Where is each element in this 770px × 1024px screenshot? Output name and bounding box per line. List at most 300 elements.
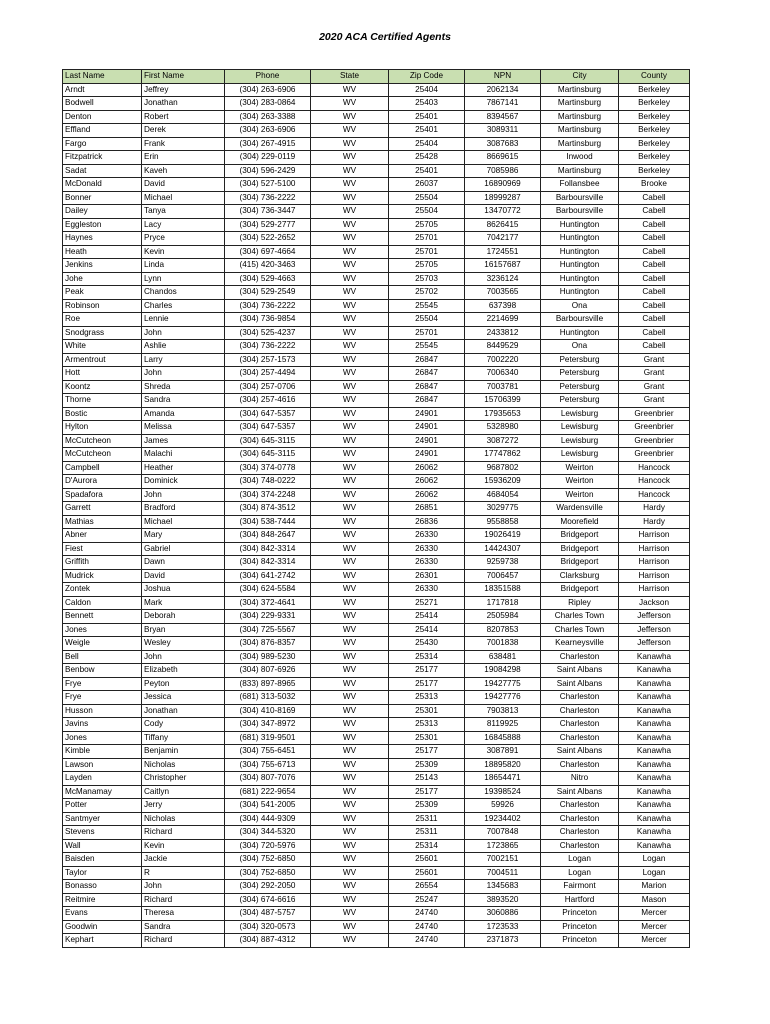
zip-code-cell: 26330 (389, 583, 465, 597)
npn-cell: 16845888 (465, 731, 541, 745)
last-name-cell: Bell (63, 650, 142, 664)
state-cell: WV (311, 718, 389, 732)
table-row (63, 124, 690, 138)
table-row (63, 853, 690, 867)
first-name-cell: Kevin (142, 839, 225, 853)
phone-cell: (304) 807-6926 (225, 664, 311, 678)
npn-cell: 8207853 (465, 623, 541, 637)
phone-cell: (304) 989-5230 (225, 650, 311, 664)
npn-cell: 2371873 (465, 934, 541, 948)
first-name-cell: Richard (142, 934, 225, 948)
phone-cell: (304) 842-3314 (225, 542, 311, 556)
first-name-cell: John (142, 488, 225, 502)
county-cell: Grant (619, 367, 690, 381)
first-name-cell: Nicholas (142, 758, 225, 772)
state-cell: WV (311, 812, 389, 826)
zip-code-cell: 26847 (389, 353, 465, 367)
npn-cell: 7003781 (465, 380, 541, 394)
phone-cell: (304) 842-3314 (225, 556, 311, 570)
city-cell: Inwood (541, 151, 619, 165)
city-cell: Weirton (541, 475, 619, 489)
zip-code-cell: 25309 (389, 758, 465, 772)
first-name-cell: John (142, 367, 225, 381)
last-name-cell: Bonasso (63, 880, 142, 894)
first-name-cell: Robert (142, 110, 225, 124)
last-name-cell: Jenkins (63, 259, 142, 273)
state-cell: WV (311, 353, 389, 367)
city-cell: Bridgeport (541, 583, 619, 597)
zip-code-cell: 25504 (389, 313, 465, 327)
table-row (63, 353, 690, 367)
zip-code-cell: 25401 (389, 124, 465, 138)
county-cell: Cabell (619, 218, 690, 232)
last-name-cell: Caldon (63, 596, 142, 610)
state-cell: WV (311, 407, 389, 421)
phone-cell: (304) 374-0778 (225, 461, 311, 475)
last-name-cell: Jones (63, 731, 142, 745)
county-cell: Marion (619, 880, 690, 894)
state-cell: WV (311, 529, 389, 543)
first-name-cell: Michael (142, 191, 225, 205)
city-cell: Petersburg (541, 353, 619, 367)
city-cell: Charleston (541, 758, 619, 772)
zip-code-cell: 25701 (389, 232, 465, 246)
state-cell: WV (311, 394, 389, 408)
county-cell: Cabell (619, 205, 690, 219)
header-npn: NPN (465, 70, 541, 84)
state-cell: WV (311, 205, 389, 219)
state-cell: WV (311, 191, 389, 205)
zip-code-cell: 25504 (389, 191, 465, 205)
last-name-cell: Kephart (63, 934, 142, 948)
city-cell: Princeton (541, 934, 619, 948)
city-cell: Charleston (541, 704, 619, 718)
state-cell: WV (311, 299, 389, 313)
header-phone: Phone (225, 70, 311, 84)
zip-code-cell: 25428 (389, 151, 465, 165)
zip-code-cell: 26330 (389, 529, 465, 543)
county-cell: Jefferson (619, 623, 690, 637)
header-city: City (541, 70, 619, 84)
table-row (63, 286, 690, 300)
phone-cell: (681) 319-9501 (225, 731, 311, 745)
phone-cell: (304) 538-7444 (225, 515, 311, 529)
city-cell: Bridgeport (541, 529, 619, 543)
phone-cell: (304) 755-6713 (225, 758, 311, 772)
phone-cell: (304) 697-4664 (225, 245, 311, 259)
zip-code-cell: 25313 (389, 691, 465, 705)
first-name-cell: Linda (142, 259, 225, 273)
last-name-cell: Lawson (63, 758, 142, 772)
phone-cell: (304) 752-6850 (225, 853, 311, 867)
phone-cell: (681) 313-5032 (225, 691, 311, 705)
zip-code-cell: 25247 (389, 893, 465, 907)
zip-code-cell: 25701 (389, 326, 465, 340)
last-name-cell: Baisden (63, 853, 142, 867)
city-cell: Logan (541, 853, 619, 867)
first-name-cell: Erin (142, 151, 225, 165)
state-cell: WV (311, 839, 389, 853)
city-cell: Martinsburg (541, 110, 619, 124)
county-cell: Cabell (619, 313, 690, 327)
table-row (63, 191, 690, 205)
county-cell: Hancock (619, 475, 690, 489)
state-cell: WV (311, 583, 389, 597)
last-name-cell: Fargo (63, 137, 142, 151)
phone-cell: (304) 522-2652 (225, 232, 311, 246)
county-cell: Berkeley (619, 151, 690, 165)
last-name-cell: McDonald (63, 178, 142, 192)
npn-cell: 18654471 (465, 772, 541, 786)
zip-code-cell: 26330 (389, 556, 465, 570)
first-name-cell: Wesley (142, 637, 225, 651)
city-cell: Bridgeport (541, 542, 619, 556)
table-row (63, 569, 690, 583)
zip-code-cell: 25301 (389, 731, 465, 745)
npn-cell: 8119925 (465, 718, 541, 732)
phone-cell: (304) 257-1573 (225, 353, 311, 367)
last-name-cell: Peak (63, 286, 142, 300)
npn-cell: 1723865 (465, 839, 541, 853)
npn-cell: 9687802 (465, 461, 541, 475)
phone-cell: (304) 736-9854 (225, 313, 311, 327)
header-state: State (311, 70, 389, 84)
last-name-cell: Bennett (63, 610, 142, 624)
npn-cell: 2062134 (465, 83, 541, 97)
npn-cell: 17935653 (465, 407, 541, 421)
county-cell: Kanawha (619, 731, 690, 745)
county-cell: Berkeley (619, 97, 690, 111)
city-cell: Charles Town (541, 610, 619, 624)
state-cell: WV (311, 866, 389, 880)
zip-code-cell: 25545 (389, 340, 465, 354)
city-cell: Huntington (541, 326, 619, 340)
table-row (63, 205, 690, 219)
zip-code-cell: 25311 (389, 812, 465, 826)
city-cell: Barboursville (541, 191, 619, 205)
table-row (63, 515, 690, 529)
table-row (63, 542, 690, 556)
last-name-cell: Weigle (63, 637, 142, 651)
first-name-cell: Melissa (142, 421, 225, 435)
state-cell: WV (311, 434, 389, 448)
first-name-cell: Richard (142, 826, 225, 840)
county-cell: Greenbrier (619, 448, 690, 462)
npn-cell: 7903813 (465, 704, 541, 718)
zip-code-cell: 25177 (389, 664, 465, 678)
phone-cell: (304) 229-0119 (225, 151, 311, 165)
first-name-cell: Jessica (142, 691, 225, 705)
npn-cell: 17747862 (465, 448, 541, 462)
county-cell: Berkeley (619, 164, 690, 178)
table-row (63, 434, 690, 448)
table-row (63, 839, 690, 853)
zip-code-cell: 26037 (389, 178, 465, 192)
table-row (63, 934, 690, 948)
first-name-cell: Mary (142, 529, 225, 543)
npn-cell: 13470772 (465, 205, 541, 219)
last-name-cell: Bostic (63, 407, 142, 421)
city-cell: Huntington (541, 286, 619, 300)
table-row (63, 583, 690, 597)
first-name-cell: Amanda (142, 407, 225, 421)
phone-cell: (304) 529-4663 (225, 272, 311, 286)
zip-code-cell: 24901 (389, 407, 465, 421)
table-row (63, 880, 690, 894)
county-cell: Greenbrier (619, 421, 690, 435)
state-cell: WV (311, 826, 389, 840)
header-zip-code: Zip Code (389, 70, 465, 84)
first-name-cell: Shreda (142, 380, 225, 394)
table-row (63, 623, 690, 637)
last-name-cell: Hott (63, 367, 142, 381)
first-name-cell: Jonathan (142, 704, 225, 718)
state-cell: WV (311, 151, 389, 165)
table-row (63, 488, 690, 502)
county-cell: Harrison (619, 583, 690, 597)
county-cell: Jefferson (619, 610, 690, 624)
first-name-cell: Theresa (142, 907, 225, 921)
first-name-cell: Gabriel (142, 542, 225, 556)
table-row (63, 340, 690, 354)
last-name-cell: Jones (63, 623, 142, 637)
table-row (63, 920, 690, 934)
city-cell: Huntington (541, 232, 619, 246)
county-cell: Kanawha (619, 812, 690, 826)
phone-cell: (304) 257-4616 (225, 394, 311, 408)
npn-cell: 15936209 (465, 475, 541, 489)
table-row (63, 110, 690, 124)
table-row (63, 380, 690, 394)
first-name-cell: Joshua (142, 583, 225, 597)
first-name-cell: Benjamin (142, 745, 225, 759)
table-row (63, 772, 690, 786)
first-name-cell: David (142, 569, 225, 583)
county-cell: Logan (619, 866, 690, 880)
last-name-cell: Johe (63, 272, 142, 286)
npn-cell: 3087272 (465, 434, 541, 448)
first-name-cell: Cody (142, 718, 225, 732)
npn-cell: 4684054 (465, 488, 541, 502)
last-name-cell: Denton (63, 110, 142, 124)
zip-code-cell: 25702 (389, 286, 465, 300)
state-cell: WV (311, 542, 389, 556)
npn-cell: 638481 (465, 650, 541, 664)
city-cell: Weirton (541, 488, 619, 502)
npn-cell: 7042177 (465, 232, 541, 246)
zip-code-cell: 25143 (389, 772, 465, 786)
zip-code-cell: 25177 (389, 785, 465, 799)
zip-code-cell: 26554 (389, 880, 465, 894)
table-row (63, 650, 690, 664)
county-cell: Hancock (619, 488, 690, 502)
state-cell: WV (311, 556, 389, 570)
phone-cell: (304) 410-8169 (225, 704, 311, 718)
header-last-name: Last Name (63, 70, 142, 84)
state-cell: WV (311, 448, 389, 462)
table-row (63, 326, 690, 340)
npn-cell: 7004511 (465, 866, 541, 880)
zip-code-cell: 25705 (389, 218, 465, 232)
table-row (63, 596, 690, 610)
first-name-cell: Dominick (142, 475, 225, 489)
table-row (63, 313, 690, 327)
npn-cell: 8394567 (465, 110, 541, 124)
state-cell: WV (311, 502, 389, 516)
table-row (63, 218, 690, 232)
zip-code-cell: 26301 (389, 569, 465, 583)
state-cell: WV (311, 664, 389, 678)
table-row (63, 259, 690, 273)
table-row (63, 502, 690, 516)
city-cell: Follansbee (541, 178, 619, 192)
first-name-cell: Deborah (142, 610, 225, 624)
last-name-cell: Bonner (63, 191, 142, 205)
state-cell: WV (311, 920, 389, 934)
first-name-cell: Charles (142, 299, 225, 313)
county-cell: Hancock (619, 461, 690, 475)
table-row (63, 461, 690, 475)
last-name-cell: Mudrick (63, 569, 142, 583)
table-row (63, 299, 690, 313)
npn-cell: 637398 (465, 299, 541, 313)
zip-code-cell: 25504 (389, 205, 465, 219)
npn-cell: 15706399 (465, 394, 541, 408)
city-cell: Hartford (541, 893, 619, 907)
county-cell: Cabell (619, 191, 690, 205)
city-cell: Charleston (541, 691, 619, 705)
zip-code-cell: 26851 (389, 502, 465, 516)
first-name-cell: Peyton (142, 677, 225, 691)
phone-cell: (304) 736-3447 (225, 205, 311, 219)
phone-cell: (304) 624-5584 (225, 583, 311, 597)
npn-cell: 3029775 (465, 502, 541, 516)
last-name-cell: Frye (63, 691, 142, 705)
state-cell: WV (311, 461, 389, 475)
zip-code-cell: 26847 (389, 394, 465, 408)
county-cell: Mercer (619, 920, 690, 934)
city-cell: Weirton (541, 461, 619, 475)
phone-cell: (304) 541-2005 (225, 799, 311, 813)
last-name-cell: Thorne (63, 394, 142, 408)
city-cell: Nitro (541, 772, 619, 786)
county-cell: Kanawha (619, 785, 690, 799)
npn-cell: 16157687 (465, 259, 541, 273)
state-cell: WV (311, 137, 389, 151)
county-cell: Kanawha (619, 691, 690, 705)
header-county: County (619, 70, 690, 84)
city-cell: Saint Albans (541, 745, 619, 759)
table-row (63, 97, 690, 111)
phone-cell: (304) 874-3512 (225, 502, 311, 516)
state-cell: WV (311, 704, 389, 718)
state-cell: WV (311, 853, 389, 867)
table-row (63, 664, 690, 678)
zip-code-cell: 25177 (389, 745, 465, 759)
city-cell: Martinsburg (541, 137, 619, 151)
county-cell: Kanawha (619, 650, 690, 664)
table-row (63, 448, 690, 462)
zip-code-cell: 25403 (389, 97, 465, 111)
last-name-cell: Koontz (63, 380, 142, 394)
phone-cell: (304) 748-0222 (225, 475, 311, 489)
county-cell: Kanawha (619, 704, 690, 718)
phone-cell: (304) 647-5357 (225, 407, 311, 421)
npn-cell: 3087891 (465, 745, 541, 759)
npn-cell: 19427775 (465, 677, 541, 691)
phone-cell: (304) 752-6850 (225, 866, 311, 880)
table-row (63, 718, 690, 732)
city-cell: Huntington (541, 218, 619, 232)
table-row (63, 677, 690, 691)
state-cell: WV (311, 745, 389, 759)
npn-cell: 16890969 (465, 178, 541, 192)
state-cell: WV (311, 772, 389, 786)
county-cell: Cabell (619, 272, 690, 286)
npn-cell: 9558858 (465, 515, 541, 529)
city-cell: Lewisburg (541, 421, 619, 435)
first-name-cell: Christopher (142, 772, 225, 786)
last-name-cell: Eggleston (63, 218, 142, 232)
phone-cell: (304) 527-5100 (225, 178, 311, 192)
npn-cell: 2214699 (465, 313, 541, 327)
first-name-cell: Sandra (142, 394, 225, 408)
city-cell: Charleston (541, 731, 619, 745)
npn-cell: 7006340 (465, 367, 541, 381)
zip-code-cell: 24901 (389, 421, 465, 435)
city-cell: Charles Town (541, 623, 619, 637)
last-name-cell: Taylor (63, 866, 142, 880)
table-row (63, 691, 690, 705)
state-cell: WV (311, 83, 389, 97)
table-row (63, 812, 690, 826)
zip-code-cell: 26847 (389, 367, 465, 381)
zip-code-cell: 25404 (389, 137, 465, 151)
city-cell: Martinsburg (541, 164, 619, 178)
zip-code-cell: 26062 (389, 475, 465, 489)
city-cell: Wardensville (541, 502, 619, 516)
last-name-cell: Robinson (63, 299, 142, 313)
state-cell: WV (311, 340, 389, 354)
state-cell: WV (311, 758, 389, 772)
zip-code-cell: 25545 (389, 299, 465, 313)
table-row (63, 704, 690, 718)
zip-code-cell: 25601 (389, 853, 465, 867)
county-cell: Mason (619, 893, 690, 907)
city-cell: Martinsburg (541, 83, 619, 97)
state-cell: WV (311, 475, 389, 489)
npn-cell: 7006457 (465, 569, 541, 583)
first-name-cell: Jerry (142, 799, 225, 813)
first-name-cell: Richard (142, 893, 225, 907)
phone-cell: (304) 645-3115 (225, 448, 311, 462)
county-cell: Kanawha (619, 826, 690, 840)
zip-code-cell: 25311 (389, 826, 465, 840)
table-row (63, 893, 690, 907)
first-name-cell: Jonathan (142, 97, 225, 111)
state-cell: WV (311, 245, 389, 259)
last-name-cell: Benbow (63, 664, 142, 678)
first-name-cell: Pryce (142, 232, 225, 246)
phone-cell: (304) 887-4312 (225, 934, 311, 948)
last-name-cell: Javins (63, 718, 142, 732)
city-cell: Charleston (541, 650, 619, 664)
city-cell: Huntington (541, 272, 619, 286)
zip-code-cell: 25177 (389, 677, 465, 691)
phone-cell: (304) 487-5757 (225, 907, 311, 921)
phone-cell: (304) 267-4915 (225, 137, 311, 151)
zip-code-cell: 25705 (389, 259, 465, 273)
